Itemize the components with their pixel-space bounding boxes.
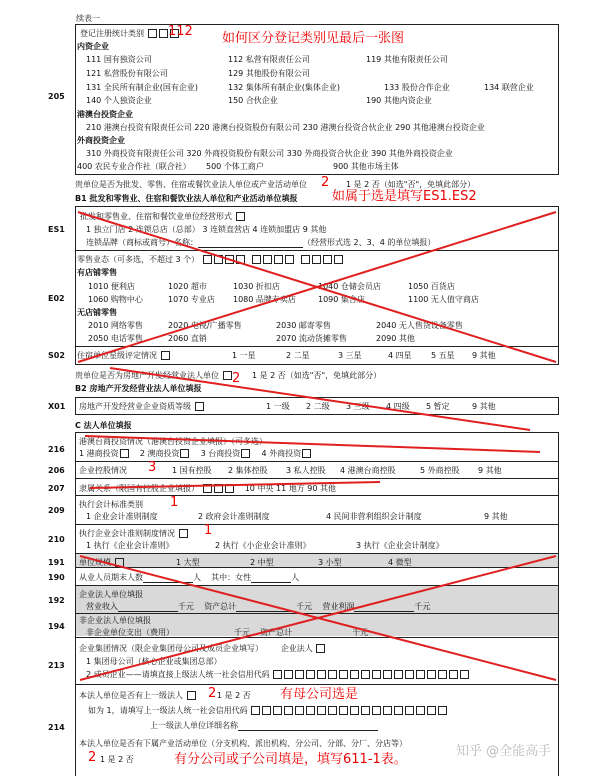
- chain-brand-label: 连锁品牌（商标或商号）名称： （经营形式选 2、3、4 的单位填报）: [86, 238, 436, 247]
- form-page: 续表一 205 登记注册统计类别 112 如何区分登记类别见最后一张图 内资企业 111 国有独资公司 112 私营有限责任公司 119 其他有限责任公司 121 私营股份有限公司 129 其他股份有限公司 131 全民所有制企业(国有企业) 132 集体所有制企业(集体企业) 133 股份合作企业 134 联营企业 140 个人独资企业 150 合伙企业 190 其他内资企业 港澳台投资企业 210 港澳台投资有限责任公司 220 港澳台投资股份有限公司 230 港澳台投资合伙企业 290 其他港澳台投资企业 外商投资企业 310 外商投资有限责任公司 320 外商投资股份有限公司 330 外商投资合伙企业 390 其他外商投资企业 400 农民专业合作社（联合社） 500 个体工商户 900 其他市场主体 贵单位是否为批发、零售、住宿或餐饮业法人单位或产业活动单位 2 1 是 2 否（如选"否"，免填此部分） B1 批发和零售业、住宿和餐饮业法人单位和产业活动单位填报 如属于选是填写ES1.ES2 ES1 批发和零售业、住宿和餐饮业单位经营形式 1 独立门店 2 连锁总店（总部） 3 连锁直营店 4 连锁加盟店 9 其他 连锁品牌（商标或商号）名称： （经营形式选 2、3、4 的单位填报） E02 零售业态（可多选，不超过 3 个） 有店铺零售 1010 便利店 1020 超市 1030 折扣店 1040 仓储会员店 1050 百货店 1060 购物中心 1070 专业店 1080 品牌专卖店 1090 集合店 1100 无人值守商店 无店铺零售 2010 网络零售 2020 电视/广播零售 2030 邮寄零售 2040 无人售货设备零售 2050 电话零售 2060 直销 2070 流动货摊零售 2090 其他 S02 住宿单位星级评定情况 1 一星 2 二星 3 三星 4 四星 5 五星 9 其他 贵单位是否为房地产开发经营业法人单位 2 1 是 2 否（如选"否"，免填此部分） B2 房地产开发经营业法人单位填报 X01 房地产开发经营业企业资质等级 1 一级 2 二级 3 三级 4 四级 5 暂定 9 其他 C 法人单位填报 216 港澳台商投资情况（港澳台投资企业填报）（可多选） 1 港商投资 2 澳商投资 3 台商投资 4 外商投资 206 企业控股情况 3 1 国有控股 2 集体控股 3 私人控股 4 港澳台商控股 5 外商控股 9 其他 207 隶属关系（限国有控股企业填报） 10 中央 11 地方 90 其他 209 执行会计标准类别 1 1 企业会计准则制度 2 政府会计准则制度 4 民间非营利组织会计制度 9 其他 210 执行企业会计准则制度情况 1 1 执行《企业会计准则》 2 执行《小企业会计准则》 3 执行《企业会计制度》 191 单位规模 1 大型 2 中型 3 小型 4 微型 190 从业人员期末人数 人 其中：女性 人 192 企业法人单位填报 营业收入 千元 资产总计 千元 营业利润 千元 194 非企业法人单位填报 非企业单位支出（费用） 千元 资产总计 千元 213 企业集团情况（限企业集团母公司及成员企业填写） 企业法人 1 集团母公司（核心企业或集团总部） 2 成员企业——请填直接上级法人统一社会信用代码 214 本法人单位是否有上一级法人 1 是 2 否 2 有母公司选是 如为 1，请填写上一级法人统一社会信用代码 上一级法人单位详细名称 本法人单位是否有下属产业活动单位（分支机构、派出机构、分公司、分部、分厂、分店等） 2 1 是 2 否 有分公司或子公司填是，填写611-1表。 知乎 @全能高手: [0, 0, 606, 776]
- reg-category-title: 登记注册统计类别: [80, 28, 180, 39]
- affiliation-label: 隶属关系（限国有控股企业填报） 10 中央 11 地方 90 其他: [79, 484, 336, 493]
- section-b2: B2 房地产开发经营业法人单位填报: [75, 384, 202, 393]
- row-code-205: 205: [48, 92, 65, 101]
- qualification-label: 房地产开发经营业企业资质等级: [79, 401, 205, 412]
- group-label: 企业集团情况（限企业集团母公司及成员企业填写） 企业法人: [79, 643, 326, 654]
- section-c: C 法人单位填报: [75, 421, 132, 430]
- realestate-question: 贵单位是否为房地产开发经营业法人单位: [75, 370, 233, 381]
- hkmt-heading: 港澳台投资企业: [77, 110, 133, 119]
- non-enterprise-row: 非企业单位支出（费用） 千元 资产总计 千元: [86, 628, 369, 637]
- handwritten-112: 112: [168, 24, 193, 39]
- scale-label: 单位规模: [79, 557, 125, 568]
- parent-question: 本法人单位是否有上一级法人 1 是 2 否: [79, 691, 251, 700]
- revenue-row: 营业收入 千元 资产总计 千元 营业利润 千元: [86, 602, 431, 611]
- branch-note: 有分公司或子公司填是，填写611-1表。: [174, 752, 407, 767]
- continued-label: 续表一: [76, 14, 100, 23]
- parent-note: 有母公司选是: [280, 687, 359, 702]
- star-rating-label: 住宿单位星级评定情况: [77, 350, 171, 361]
- classify-note: 如何区分登记类别见最后一张图: [222, 31, 405, 46]
- domestic-heading: 内资企业: [77, 42, 109, 51]
- parent-name-row: 上一级法人单位详细名称: [150, 720, 378, 731]
- wholesale-question: 贵单位是否为批发、零售、住宿或餐饮业法人单位或产业活动单位: [75, 180, 307, 189]
- retail-format-label: 零售业态（可多选，不超过 3 个）: [77, 254, 344, 265]
- parent-code-row: 如为 1，请填写上一级法人统一社会信用代码: [88, 705, 448, 716]
- accounting-exec-label: 执行企业会计准则制度情况: [79, 528, 189, 539]
- employee-count-label: 从业人员期末人数 人 其中：女性 人: [79, 573, 300, 582]
- foreign-heading: 外商投资企业: [77, 136, 125, 145]
- business-form-label: 批发和零售业、住宿和餐饮业单位经营形式: [80, 211, 246, 222]
- hk-investment-options: 1 港商投资 2 澳商投资 3 台商投资 4 外商投资: [79, 448, 312, 459]
- wholesale-note: 如属于选是填写ES1.ES2: [332, 189, 477, 204]
- group-member-row: 2 成员企业——请填直接上级法人统一社会信用代码: [86, 669, 470, 680]
- section-b1: B1 批发和零售业、住宿和餐饮业法人单位和产业活动单位填报: [75, 194, 298, 203]
- watermark: 知乎 @全能高手: [456, 744, 552, 759]
